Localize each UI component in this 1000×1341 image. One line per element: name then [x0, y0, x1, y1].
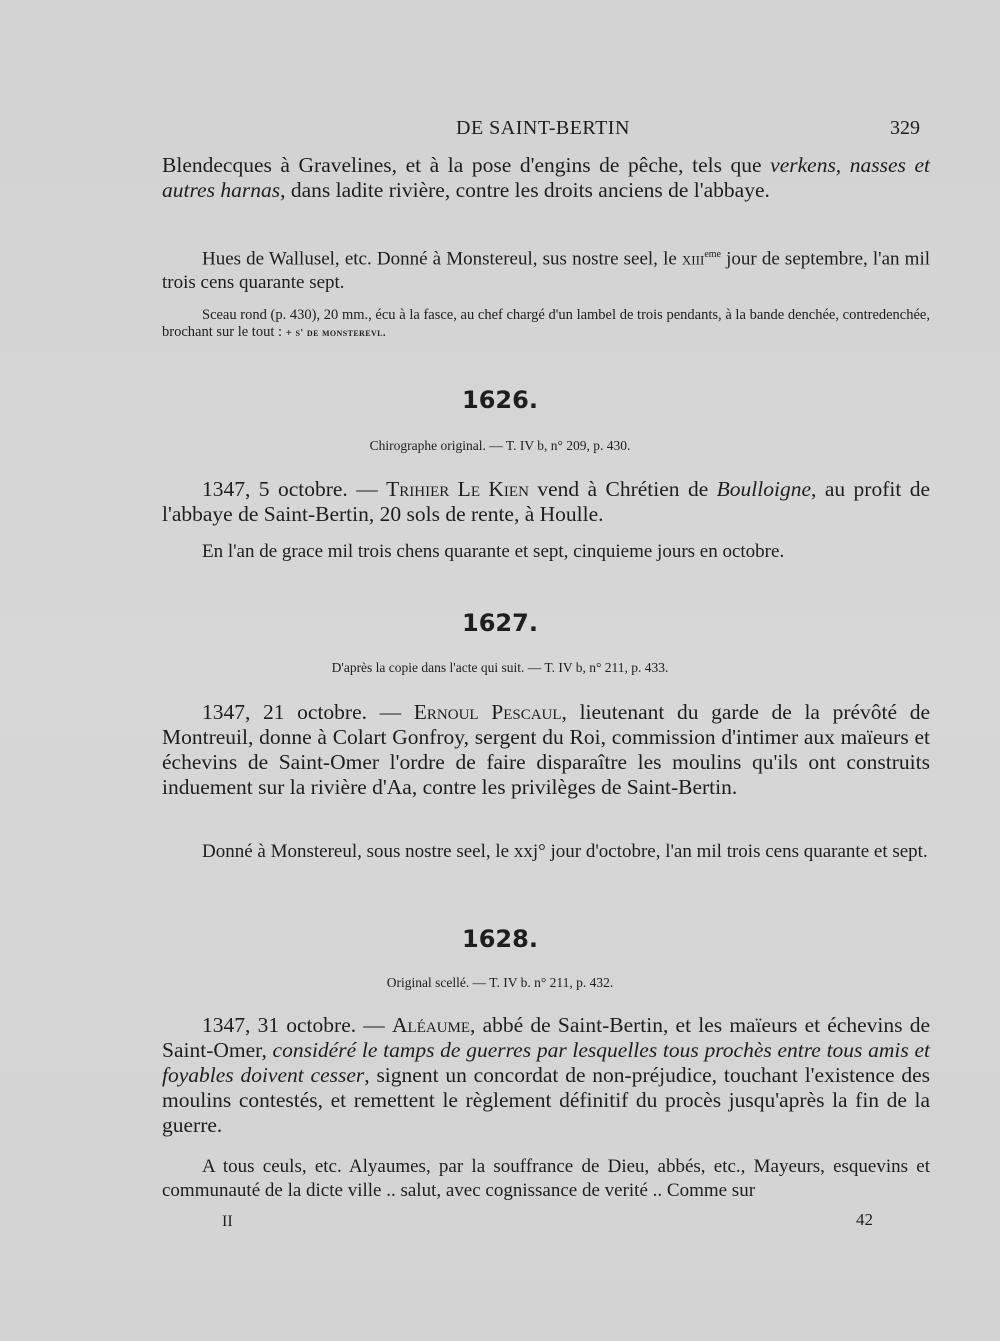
page-number: 329 [890, 117, 920, 139]
entry-summary: 1347, 5 octobre. — Trihier Le Kien vend à Chrétien de Boulloigne, au profit de l'abbaye de Saint-Bertin, 20 sols de rente, à Houlle. [162, 477, 931, 526]
running-header: DE SAINT-BERTIN [456, 117, 630, 139]
seal-legend: + s' de monsterevl. [285, 327, 387, 339]
entry-number: 1626. [462, 386, 538, 414]
sheet-number: 42 [856, 1210, 873, 1229]
entry-quote: En l'an de grace mil trois chens quarante et sept, cinquieme jours en octobre. [202, 541, 785, 562]
entry-summary: 1347, 31 octobre. — Aléaume, abbé de Saint-Bertin, et les maïeurs et échevins de Saint-Omer, considéré le tamps de guerres par lesquelles tous prochès entre tous amis et foyables doivent cesser, signent un concordat de non-préjudice, touchant l'existence des moulins contestés, et remettent le règlement définitif du procès jusqu'après la fin de la guerre. [162, 1013, 930, 1137]
entry-summary: 1347, 21 octobre. — Ernoul Pescaul, lieutenant du garde de la prévôté de Montreuil, donne à Colart Gonfroy, sergent du Roi, commission d'intimer aux maïeurs et échevins de Saint-Omer l'ordre de faire disparaître les moulins qu'ils ont construits induement sur la rivière d'Aa, contre les privilèges de Saint-Bertin. [162, 700, 931, 799]
entry-source: Chirographe original. — T. IV b, n° 209, p. 430. [369, 438, 631, 453]
entry-quote: A tous ceuls, etc. Alyaumes, par la souffrance de Dieu, abbés, etc., Mayeurs, esquevins et communauté de la dicte ville .. salut, avec cognissance de verité .. Comme sur [162, 1156, 930, 1201]
continuation-quote: Hues de Wallusel, etc. Donné à Monstereul, sus nostre seel, le xiii$^{eme}$ jour de septembre, l'an mil trois cens quarante sept. [162, 248, 931, 294]
entry-number: 1628. [462, 925, 538, 953]
seal-description: Sceau rond (p. 430), 20 mm., écu à la fasce, au chef chargé d'un lambel de trois pendants, à la bande denchée, contredenchée, brochant sur le tout : + s' de monsterevl. [162, 307, 930, 340]
entry-number: 1627. [462, 609, 538, 637]
entry-source: D'après la copie dans l'acte qui suit. — T. IV b, n° 211, p. 433. [331, 660, 669, 675]
entry-source: Original scellé. — T. IV b. n° 211, p. 432. [386, 975, 614, 990]
continuation-paragraph: Blendecques à Gravelines, et à la pose d'engins de pêche, tels que verkens, nasses et autres harnas, dans ladite rivière, contre les droits anciens de l'abbaye. [162, 153, 930, 202]
entry-quote: Donné à Monstereul, sous nostre seel, le xxj° jour d'octobre, l'an mil trois cens quarante et sept. [202, 841, 928, 862]
signature-mark: II [222, 1213, 233, 1230]
